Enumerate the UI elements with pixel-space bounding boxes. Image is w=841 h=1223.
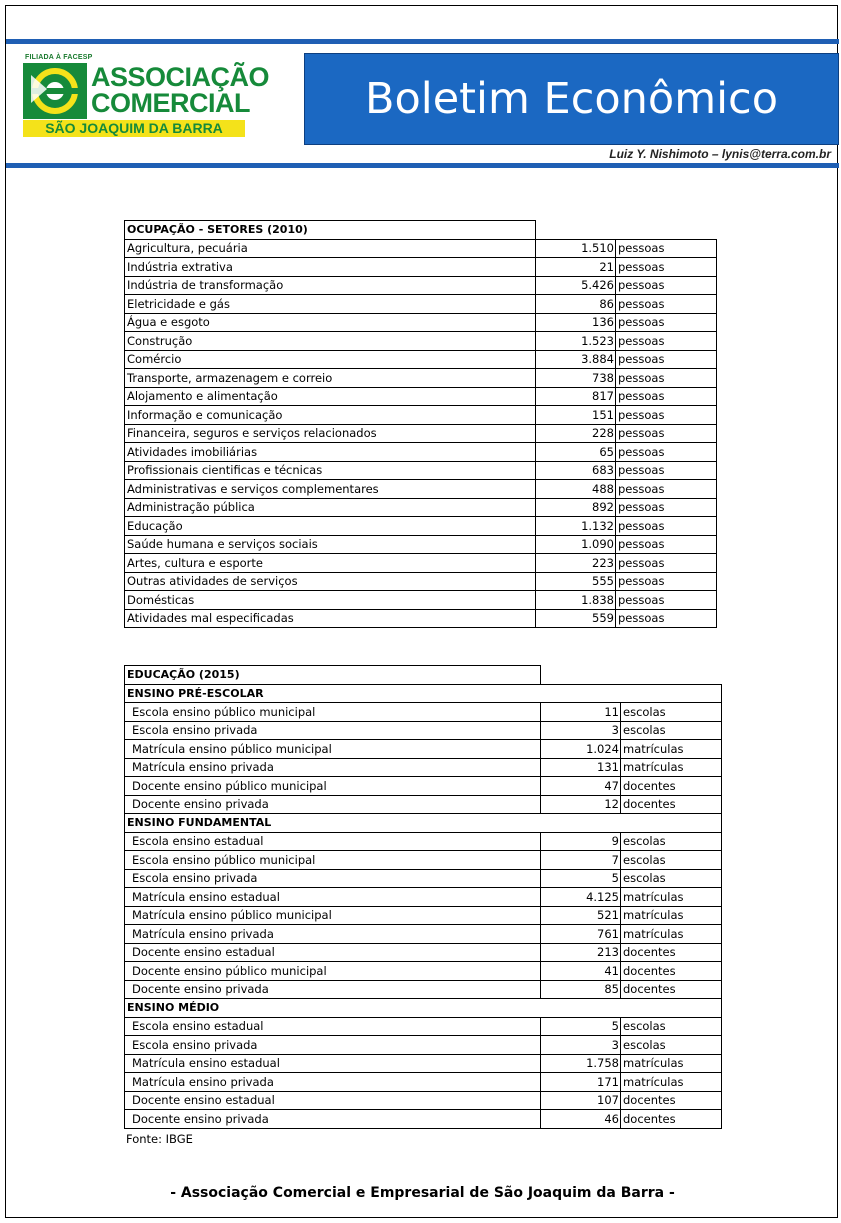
row-label: Escola ensino privada bbox=[125, 1036, 541, 1055]
header-bottom-rule bbox=[6, 163, 839, 168]
source-note: Fonte: IBGE bbox=[126, 1132, 193, 1146]
row-label: Domésticas bbox=[125, 591, 536, 610]
table-row bbox=[125, 925, 722, 944]
row-value: 683 bbox=[536, 461, 616, 480]
row-unit: pessoas bbox=[616, 424, 717, 443]
table-row bbox=[125, 962, 722, 981]
row-value: 1.132 bbox=[536, 517, 616, 536]
row-unit: docentes bbox=[621, 1091, 722, 1110]
row-unit: pessoas bbox=[616, 313, 717, 332]
table-row bbox=[125, 777, 722, 796]
row-label: Alojamento e alimentação bbox=[125, 387, 536, 406]
row-label: Informação e comunicação bbox=[125, 406, 536, 425]
education-table bbox=[124, 665, 722, 1129]
table-row bbox=[125, 1017, 722, 1036]
header-blank bbox=[536, 221, 717, 240]
row-value: 11 bbox=[541, 703, 621, 722]
row-label: Agricultura, pecuária bbox=[125, 239, 536, 258]
row-unit: pessoas bbox=[616, 258, 717, 277]
row-unit: docentes bbox=[621, 1110, 722, 1129]
header-top-rule bbox=[6, 39, 839, 44]
row-unit: matrículas bbox=[621, 888, 722, 907]
row-value: 5 bbox=[541, 869, 621, 888]
row-value: 892 bbox=[536, 498, 616, 517]
row-value: 136 bbox=[536, 313, 616, 332]
table-row bbox=[125, 369, 717, 388]
row-value: 1.510 bbox=[536, 239, 616, 258]
row-value: 151 bbox=[536, 406, 616, 425]
table-row bbox=[125, 443, 717, 462]
row-label: Outras atividades de serviços bbox=[125, 572, 536, 591]
row-value: 213 bbox=[541, 943, 621, 962]
row-label: Matrícula ensino público municipal bbox=[125, 906, 541, 925]
row-label: Docente ensino privada bbox=[125, 980, 541, 999]
row-value: 41 bbox=[541, 962, 621, 981]
row-label: Matrícula ensino estadual bbox=[125, 1054, 541, 1073]
section-heading: ENSINO MÉDIO bbox=[125, 999, 722, 1018]
row-unit: pessoas bbox=[616, 461, 717, 480]
section-heading: ENSINO FUNDAMENTAL bbox=[125, 814, 722, 833]
page bbox=[5, 5, 838, 1218]
row-value: 488 bbox=[536, 480, 616, 499]
row-unit: docentes bbox=[621, 980, 722, 999]
row-value: 46 bbox=[541, 1110, 621, 1129]
table-row bbox=[125, 758, 722, 777]
row-unit: docentes bbox=[621, 795, 722, 814]
table-row bbox=[125, 851, 722, 870]
row-unit: pessoas bbox=[616, 535, 717, 554]
occupation-table bbox=[124, 220, 717, 628]
row-value: 223 bbox=[536, 554, 616, 573]
table-header-row bbox=[125, 221, 717, 240]
header-blank bbox=[541, 666, 722, 685]
row-unit: matrículas bbox=[621, 1054, 722, 1073]
row-label: Atividades mal especificadas bbox=[125, 609, 536, 628]
table-row bbox=[125, 888, 722, 907]
row-label: Administração pública bbox=[125, 498, 536, 517]
table-row bbox=[125, 554, 717, 573]
table-row bbox=[125, 424, 717, 443]
row-value: 817 bbox=[536, 387, 616, 406]
row-unit: docentes bbox=[621, 962, 722, 981]
table-row bbox=[125, 535, 717, 554]
row-unit: pessoas bbox=[616, 332, 717, 351]
row-value: 5 bbox=[541, 1017, 621, 1036]
row-value: 12 bbox=[541, 795, 621, 814]
row-unit: pessoas bbox=[616, 609, 717, 628]
row-label: Saúde humana e serviços sociais bbox=[125, 535, 536, 554]
logo-affiliation: FILIADA À FACESP bbox=[25, 54, 93, 61]
table-row bbox=[125, 313, 717, 332]
section-row bbox=[125, 814, 722, 833]
author-credit: Luiz Y. Nishimoto – lynis@terra.com.br bbox=[609, 147, 831, 161]
footer-text: - Associação Comercial e Empresarial de São Joaquim da Barra - bbox=[170, 1185, 675, 1201]
table-row bbox=[125, 1036, 722, 1055]
row-label: Educação bbox=[125, 517, 536, 536]
table-row bbox=[125, 239, 717, 258]
row-label: Administrativas e serviços complementares bbox=[125, 480, 536, 499]
section-row bbox=[125, 999, 722, 1018]
row-value: 738 bbox=[536, 369, 616, 388]
table-row bbox=[125, 517, 717, 536]
row-label: Indústria extrativa bbox=[125, 258, 536, 277]
row-label: Profissionais cientificas e técnicas bbox=[125, 461, 536, 480]
row-unit: pessoas bbox=[616, 498, 717, 517]
row-label: Escola ensino privada bbox=[125, 721, 541, 740]
row-label: Docente ensino privada bbox=[125, 795, 541, 814]
table-row bbox=[125, 591, 717, 610]
table-row bbox=[125, 387, 717, 406]
row-unit: pessoas bbox=[616, 572, 717, 591]
row-unit: pessoas bbox=[616, 369, 717, 388]
row-unit: docentes bbox=[621, 943, 722, 962]
row-value: 9 bbox=[541, 832, 621, 851]
table-row bbox=[125, 498, 717, 517]
row-unit: pessoas bbox=[616, 276, 717, 295]
section-row bbox=[125, 684, 722, 703]
table-row bbox=[125, 461, 717, 480]
logo-emblem-icon bbox=[23, 63, 87, 119]
table-row bbox=[125, 572, 717, 591]
row-unit: pessoas bbox=[616, 591, 717, 610]
row-value: 521 bbox=[541, 906, 621, 925]
row-value: 4.125 bbox=[541, 888, 621, 907]
row-label: Matrícula ensino estadual bbox=[125, 888, 541, 907]
row-value: 3.884 bbox=[536, 350, 616, 369]
table-row bbox=[125, 943, 722, 962]
row-value: 228 bbox=[536, 424, 616, 443]
table-row bbox=[125, 332, 717, 351]
table-header-row bbox=[125, 666, 722, 685]
row-value: 761 bbox=[541, 925, 621, 944]
row-value: 555 bbox=[536, 572, 616, 591]
table-row bbox=[125, 703, 722, 722]
row-unit: matrículas bbox=[621, 1073, 722, 1092]
table-row bbox=[125, 295, 717, 314]
row-unit: pessoas bbox=[616, 554, 717, 573]
row-unit: escolas bbox=[621, 832, 722, 851]
row-label: Transporte, armazenagem e correio bbox=[125, 369, 536, 388]
row-unit: docentes bbox=[621, 777, 722, 796]
table-row bbox=[125, 1054, 722, 1073]
row-value: 86 bbox=[536, 295, 616, 314]
row-value: 21 bbox=[536, 258, 616, 277]
row-unit: escolas bbox=[621, 1036, 722, 1055]
table-row bbox=[125, 1110, 722, 1129]
table-row bbox=[125, 832, 722, 851]
row-label: Docente ensino estadual bbox=[125, 1091, 541, 1110]
row-value: 3 bbox=[541, 721, 621, 740]
row-label: Escola ensino público municipal bbox=[125, 703, 541, 722]
row-value: 1.090 bbox=[536, 535, 616, 554]
row-unit: pessoas bbox=[616, 295, 717, 314]
logo-line-1: ASSOCIAÇÃO bbox=[91, 62, 270, 92]
row-label: Artes, cultura e esporte bbox=[125, 554, 536, 573]
row-label: Atividades imobiliárias bbox=[125, 443, 536, 462]
education-title: EDUCAÇÃO (2015) bbox=[125, 666, 541, 685]
row-unit: pessoas bbox=[616, 480, 717, 499]
row-label: Matrícula ensino privada bbox=[125, 925, 541, 944]
row-value: 1.523 bbox=[536, 332, 616, 351]
association-logo bbox=[23, 54, 270, 138]
row-value: 559 bbox=[536, 609, 616, 628]
row-value: 47 bbox=[541, 777, 621, 796]
row-label: Docente ensino público municipal bbox=[125, 777, 541, 796]
row-unit: escolas bbox=[621, 703, 722, 722]
row-unit: pessoas bbox=[616, 443, 717, 462]
row-label: Matrícula ensino privada bbox=[125, 758, 541, 777]
row-unit: matrículas bbox=[621, 925, 722, 944]
row-label: Financeira, seguros e serviços relacionados bbox=[125, 424, 536, 443]
row-label: Água e esgoto bbox=[125, 313, 536, 332]
row-value: 5.426 bbox=[536, 276, 616, 295]
table-row bbox=[125, 740, 722, 759]
row-unit: pessoas bbox=[616, 517, 717, 536]
row-value: 65 bbox=[536, 443, 616, 462]
row-label: Construção bbox=[125, 332, 536, 351]
row-value: 3 bbox=[541, 1036, 621, 1055]
row-unit: escolas bbox=[621, 721, 722, 740]
row-value: 1.024 bbox=[541, 740, 621, 759]
row-label: Escola ensino privada bbox=[125, 869, 541, 888]
row-value: 7 bbox=[541, 851, 621, 870]
table-row bbox=[125, 980, 722, 999]
row-label: Escola ensino público municipal bbox=[125, 851, 541, 870]
table-row bbox=[125, 721, 722, 740]
table-row bbox=[125, 480, 717, 499]
row-unit: escolas bbox=[621, 1017, 722, 1036]
logo-line-2: COMERCIAL bbox=[91, 88, 250, 118]
table-row bbox=[125, 609, 717, 628]
table-row bbox=[125, 350, 717, 369]
row-label: Docente ensino público municipal bbox=[125, 962, 541, 981]
table-row bbox=[125, 795, 722, 814]
row-value: 171 bbox=[541, 1073, 621, 1092]
table-row bbox=[125, 258, 717, 277]
row-label: Docente ensino estadual bbox=[125, 943, 541, 962]
row-label: Indústria de transformação bbox=[125, 276, 536, 295]
row-label: Docente ensino privada bbox=[125, 1110, 541, 1129]
row-unit: matrículas bbox=[621, 758, 722, 777]
table-row bbox=[125, 406, 717, 425]
logo-city: SÃO JOAQUIM DA BARRA bbox=[23, 120, 245, 137]
row-unit: matrículas bbox=[621, 906, 722, 925]
table-row bbox=[125, 276, 717, 295]
row-unit: pessoas bbox=[616, 387, 717, 406]
row-unit: escolas bbox=[621, 869, 722, 888]
row-value: 131 bbox=[541, 758, 621, 777]
row-value: 85 bbox=[541, 980, 621, 999]
row-label: Eletricidade e gás bbox=[125, 295, 536, 314]
row-label: Escola ensino estadual bbox=[125, 1017, 541, 1036]
row-unit: pessoas bbox=[616, 406, 717, 425]
row-unit: pessoas bbox=[616, 239, 717, 258]
row-value: 107 bbox=[541, 1091, 621, 1110]
row-value: 1.838 bbox=[536, 591, 616, 610]
table-row bbox=[125, 1091, 722, 1110]
row-label: Matrícula ensino privada bbox=[125, 1073, 541, 1092]
table-row bbox=[125, 869, 722, 888]
row-value: 1.758 bbox=[541, 1054, 621, 1073]
row-label: Escola ensino estadual bbox=[125, 832, 541, 851]
row-unit: matrículas bbox=[621, 740, 722, 759]
occupation-title: OCUPAÇÃO - SETORES (2010) bbox=[125, 221, 536, 240]
row-unit: pessoas bbox=[616, 350, 717, 369]
row-unit: escolas bbox=[621, 851, 722, 870]
banner-title: Boletim Econômico bbox=[304, 53, 839, 145]
row-label: Matrícula ensino público municipal bbox=[125, 740, 541, 759]
row-label: Comércio bbox=[125, 350, 536, 369]
table-row bbox=[125, 1073, 722, 1092]
section-heading: ENSINO PRÉ-ESCOLAR bbox=[125, 684, 722, 703]
table-row bbox=[125, 906, 722, 925]
